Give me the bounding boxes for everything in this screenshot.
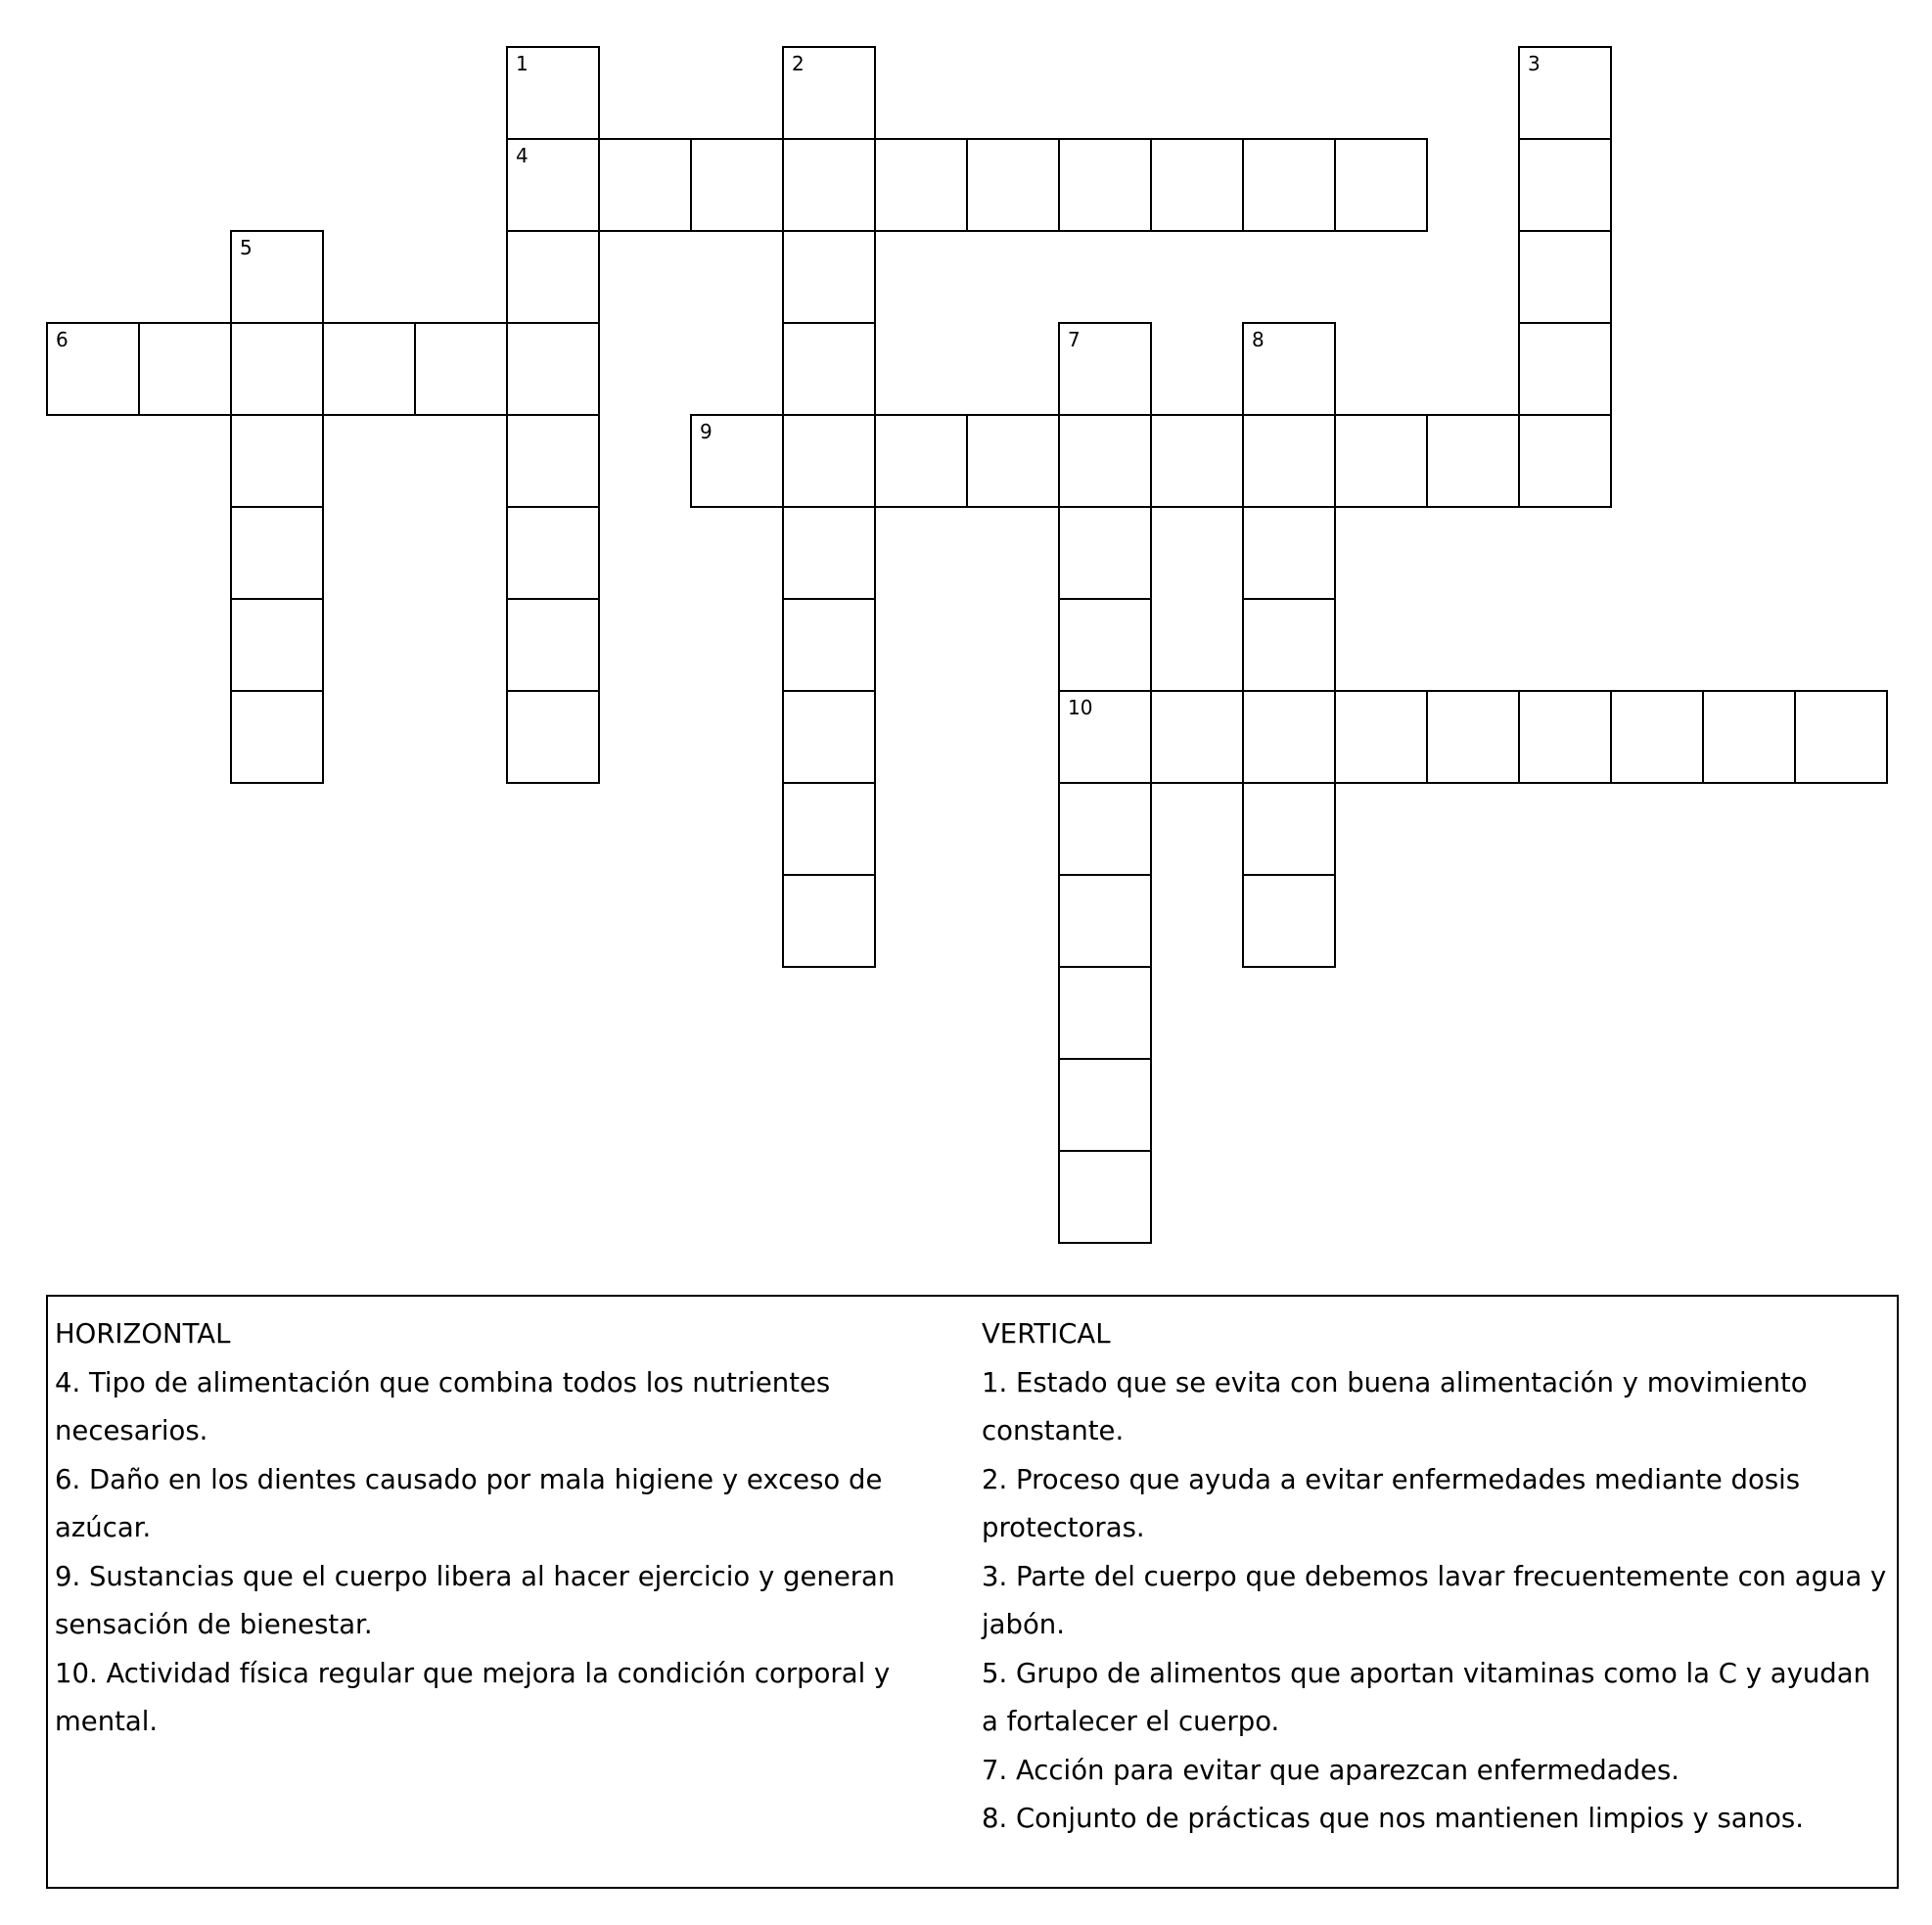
crossword-cell[interactable] — [1702, 690, 1796, 784]
crossword-cell[interactable] — [782, 322, 876, 416]
horizontal-heading: HORIZONTAL — [55, 1318, 231, 1350]
crossword-cell[interactable] — [506, 138, 600, 232]
vertical-heading: VERTICAL — [982, 1318, 1111, 1350]
crossword-cell[interactable] — [1058, 966, 1152, 1060]
crossword-cell[interactable] — [230, 690, 324, 784]
horizontal-clue: 9. Sustancias que el cuerpo libera al hacer ejercicio y generan sensación de bienestar. — [55, 1560, 896, 1640]
crossword-cell[interactable] — [782, 414, 876, 508]
crossword-cell[interactable] — [1058, 598, 1152, 692]
crossword-cell[interactable] — [1058, 782, 1152, 876]
crossword-cell[interactable] — [506, 230, 600, 324]
crossword-cell[interactable] — [1058, 1150, 1152, 1244]
crossword-cell[interactable] — [230, 414, 324, 508]
crossword-cell[interactable] — [506, 414, 600, 508]
crossword-cell[interactable] — [1058, 1058, 1152, 1152]
crossword-cell[interactable] — [966, 414, 1060, 508]
crossword-cell[interactable] — [506, 506, 600, 600]
crossword-cell[interactable] — [874, 138, 968, 232]
crossword-cell[interactable] — [1518, 322, 1612, 416]
clue-number: 2 — [792, 52, 805, 75]
crossword-cell[interactable] — [782, 782, 876, 876]
crossword-cell[interactable] — [966, 138, 1060, 232]
crossword-cell[interactable] — [414, 322, 508, 416]
clue-number: 10 — [1068, 696, 1093, 719]
clue-number: 7 — [1068, 328, 1081, 351]
crossword-cell[interactable] — [506, 322, 600, 416]
crossword-cell[interactable] — [1058, 690, 1152, 784]
crossword-cell[interactable] — [506, 598, 600, 692]
vertical-clue: 2. Proceso que ayuda a evitar enfermedades mediante dosis protectoras. — [982, 1463, 1801, 1543]
clue-number: 9 — [700, 420, 713, 443]
clue-number: 1 — [516, 52, 529, 75]
crossword-cell[interactable] — [230, 506, 324, 600]
crossword-cell[interactable] — [1242, 874, 1336, 968]
crossword-cell[interactable] — [1334, 690, 1428, 784]
crossword-cell[interactable] — [690, 414, 784, 508]
vertical-clue: 1. Estado que se evita con buena alimentación y movimiento constante. — [982, 1366, 1808, 1446]
crossword-cell[interactable] — [782, 46, 876, 140]
crossword-cell[interactable] — [322, 322, 416, 416]
crossword-cell[interactable] — [782, 874, 876, 968]
crossword-cell[interactable] — [1518, 46, 1612, 140]
crossword-cell[interactable] — [1242, 322, 1336, 416]
crossword-cell[interactable] — [782, 598, 876, 692]
crossword-cell[interactable] — [1150, 414, 1244, 508]
clue-number: 5 — [240, 236, 253, 259]
crossword-cell[interactable] — [1518, 690, 1612, 784]
clues-box — [46, 1295, 1899, 1889]
crossword-cell[interactable] — [1058, 138, 1152, 232]
vertical-clues — [982, 1310, 1892, 1844]
clue-number: 4 — [516, 144, 529, 167]
crossword-cell[interactable] — [1058, 414, 1152, 508]
horizontal-clues — [55, 1310, 980, 1747]
crossword-cell[interactable] — [1242, 598, 1336, 692]
crossword-cell[interactable] — [506, 690, 600, 784]
clue-number: 8 — [1252, 328, 1265, 351]
crossword-cell[interactable] — [1426, 414, 1520, 508]
crossword-cell[interactable] — [1058, 506, 1152, 600]
clue-number: 6 — [56, 328, 69, 351]
crossword-cell[interactable] — [138, 322, 232, 416]
crossword-cell[interactable] — [782, 690, 876, 784]
crossword-cell[interactable] — [1242, 506, 1336, 600]
crossword-cell[interactable] — [1334, 138, 1428, 232]
vertical-clue: 7. Acción para evitar que aparezcan enfermedades. — [982, 1754, 1680, 1786]
crossword-cell[interactable] — [1242, 690, 1336, 784]
crossword-cell[interactable] — [1242, 138, 1336, 232]
crossword-cell[interactable] — [46, 322, 140, 416]
crossword-cell[interactable] — [1610, 690, 1704, 784]
crossword-cell[interactable] — [1518, 230, 1612, 324]
horizontal-clue: 10. Actividad física regular que mejora la condición corporal y mental. — [55, 1657, 891, 1737]
crossword-cell[interactable] — [874, 414, 968, 508]
crossword-cell[interactable] — [1334, 414, 1428, 508]
crossword-cell[interactable] — [506, 46, 600, 140]
crossword-cell[interactable] — [1426, 690, 1520, 784]
crossword-cell[interactable] — [230, 322, 324, 416]
crossword-cell[interactable] — [230, 598, 324, 692]
crossword-cell[interactable] — [1518, 138, 1612, 232]
vertical-clue: 3. Parte del cuerpo que debemos lavar frecuentemente con agua y jabón. — [982, 1560, 1887, 1640]
crossword-cell[interactable] — [782, 506, 876, 600]
crossword-cell[interactable] — [690, 138, 784, 232]
vertical-clue: 5. Grupo de alimentos que aportan vitaminas como la C y ayudan a fortalecer el cuerpo. — [982, 1657, 1871, 1737]
crossword-cell[interactable] — [782, 138, 876, 232]
crossword-cell[interactable] — [1058, 322, 1152, 416]
clue-number: 3 — [1528, 52, 1541, 75]
vertical-clue: 8. Conjunto de prácticas que nos mantienen limpios y sanos. — [982, 1803, 1804, 1834]
crossword-cell[interactable] — [1150, 690, 1244, 784]
crossword-cell[interactable] — [1150, 138, 1244, 232]
horizontal-clue: 4. Tipo de alimentación que combina todos los nutrientes necesarios. — [55, 1366, 831, 1446]
crossword-cell[interactable] — [598, 138, 692, 232]
crossword-cell[interactable] — [1242, 414, 1336, 508]
crossword-cell[interactable] — [1058, 874, 1152, 968]
crossword-cell[interactable] — [230, 230, 324, 324]
crossword-cell[interactable] — [782, 230, 876, 324]
horizontal-clue: 6. Daño en los dientes causado por mala higiene y exceso de azúcar. — [55, 1463, 883, 1543]
crossword-cell[interactable] — [1794, 690, 1888, 784]
crossword-cell[interactable] — [1242, 782, 1336, 876]
crossword-cell[interactable] — [1518, 414, 1612, 508]
